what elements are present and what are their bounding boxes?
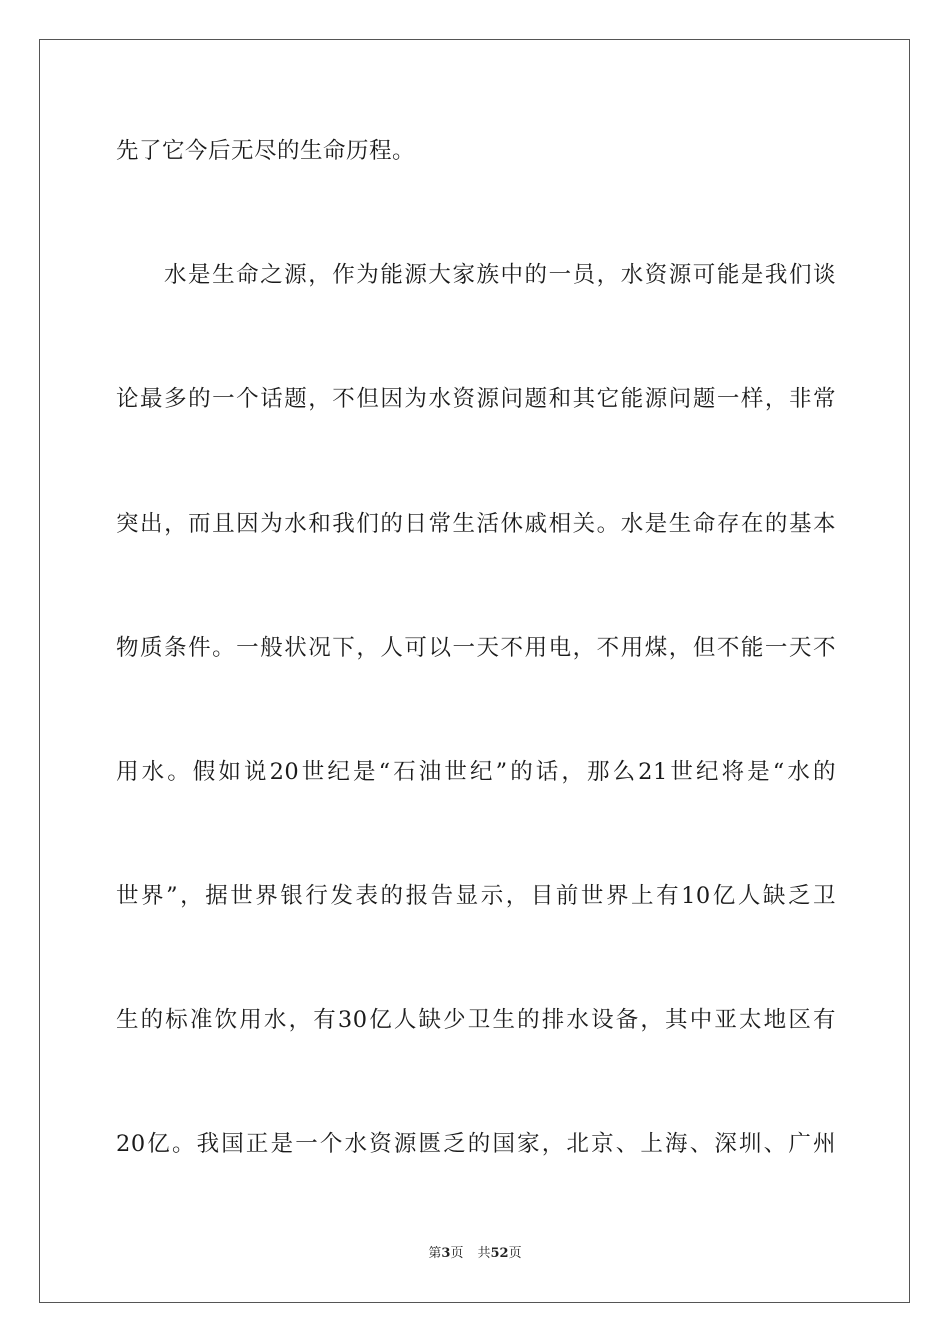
text-line-6: 用水。假如说20世纪是“石油世纪”的话，那么21世纪将是“水的 bbox=[116, 759, 836, 785]
page-border bbox=[39, 39, 910, 1303]
text-line-4: 突出，而且因为水和我们的日常生活休戚相关。水是生命存在的基本 bbox=[116, 511, 836, 537]
page-label: 第3页 bbox=[428, 1246, 464, 1261]
page-footer bbox=[0, 1242, 950, 1261]
page-number: 3 bbox=[441, 1246, 451, 1261]
text-line-3: 论最多的一个话题，不但因为水资源问题和其它能源问题一样，非常 bbox=[116, 386, 836, 412]
total-pages: 52 bbox=[490, 1246, 509, 1261]
text-line-2: 水是生命之源，作为能源大家族中的一员，水资源可能是我们谈 bbox=[164, 262, 836, 288]
text-line-7: 世界”，据世界银行发表的报告显示，目前世界上有10亿人缺乏卫 bbox=[116, 883, 836, 909]
text-line-9: 20亿。我国正是一个水资源匮乏的国家，北京、上海、深圳、广州 bbox=[116, 1131, 836, 1157]
text-line-5: 物质条件。一般状况下，人可以一天不用电，不用煤，但不能一天不 bbox=[116, 635, 836, 661]
total-pages-label: 共52页 bbox=[477, 1246, 522, 1261]
text-line-1: 先了它今后无尽的生命历程。 bbox=[116, 138, 416, 164]
text-line-8: 生的标准饮用水，有30亿人缺少卫生的排水设备，其中亚太地区有 bbox=[116, 1007, 836, 1033]
